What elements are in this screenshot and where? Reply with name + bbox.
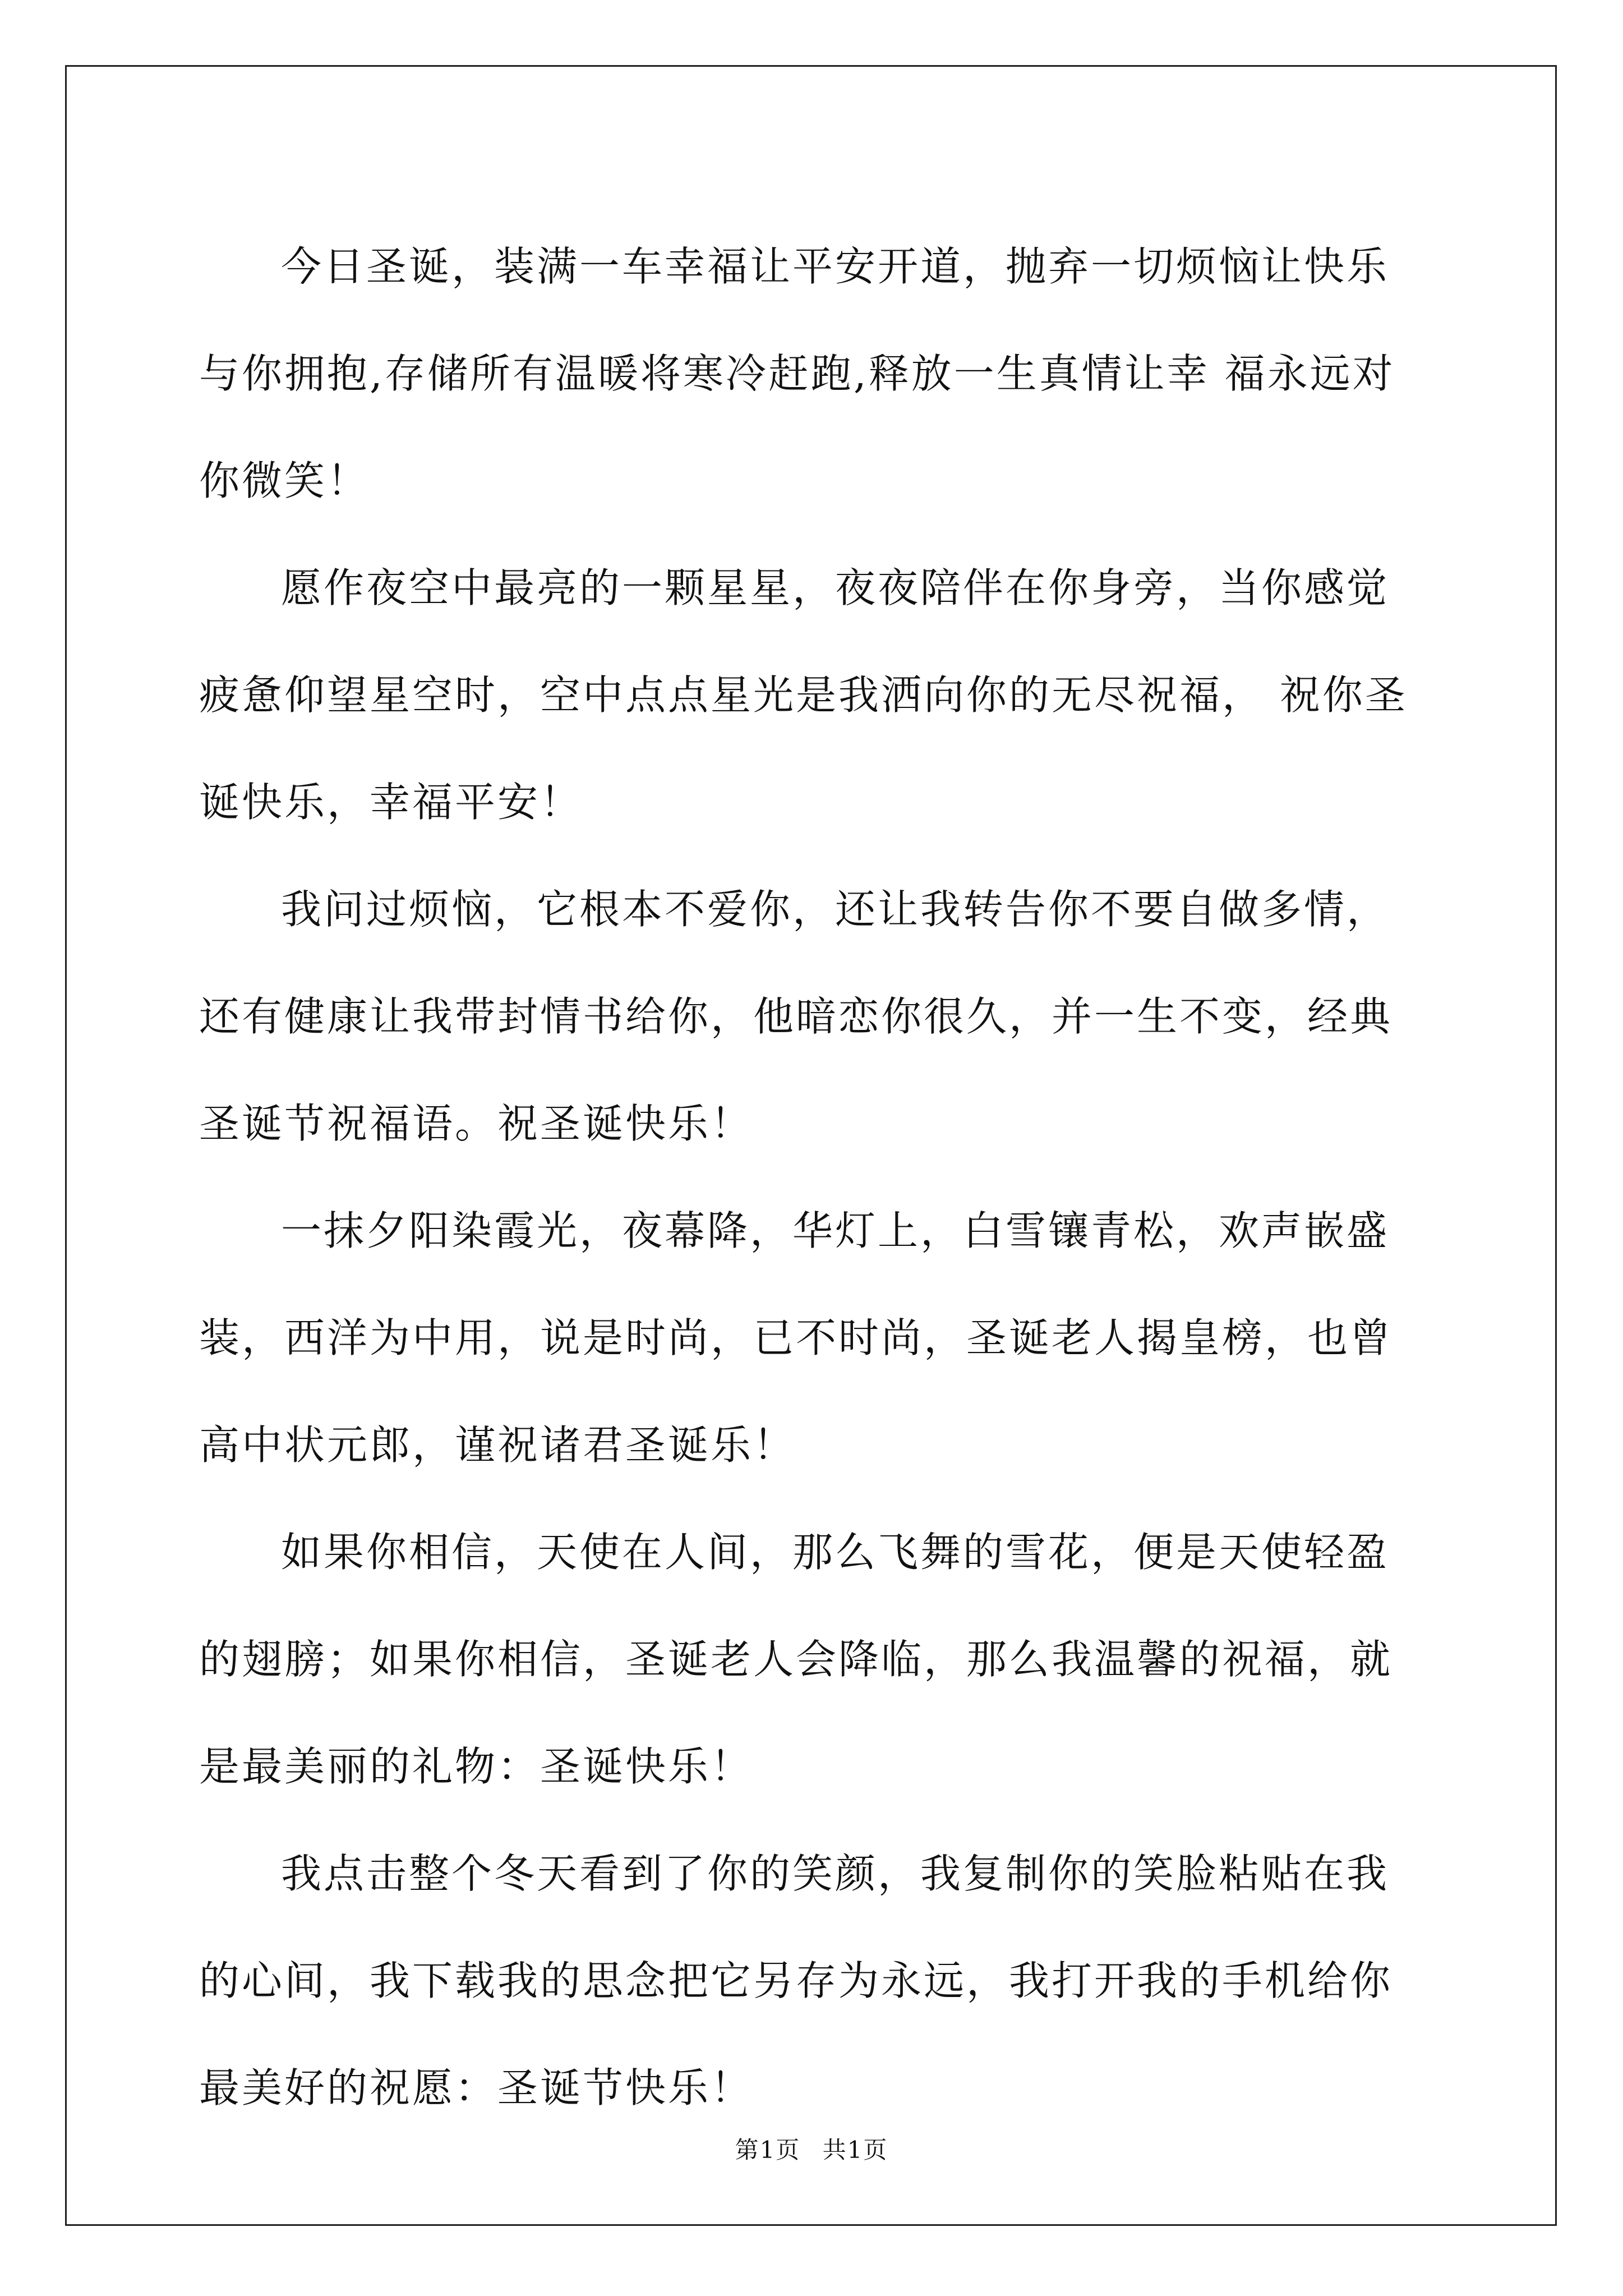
paragraph-4: 一抹夕阳染霞光，夜幕降，华灯上，白雪镶青松，欢声嵌盛装，西洋为中用，说是时尚，已不时尚，圣诞老人揭皇榜，也曾高中状元郎，谨祝诸君圣诞乐！: [199, 1207, 1393, 1469]
paragraph-6: 我点击整个冬天看到了你的笑颜，我复制你的笑脸粘贴在我的心间，我下载我的思念把它另存为永远，我打开我的手机给你最美好的祝愿：圣诞节快乐！: [199, 1850, 1393, 2111]
paragraph-5: 如果你相信，天使在人间，那么飞舞的雪花，便是天使轻盈的翅膀；如果你相信，圣诞老人会降临，那么我温馨的祝福，就是最美丽的礼物：圣诞快乐！: [199, 1529, 1393, 1790]
page-total: 共1页: [822, 2136, 888, 2164]
document-body: [199, 213, 1427, 2142]
paragraph-3: 我问过烦恼，它根本不爱你，还让我转告你不要自做多情，还有健康让我带封情书给你，他暗恋你很久，并一生不变，经典圣诞节祝福语。祝圣诞快乐！: [199, 886, 1393, 1147]
paragraph-2: 愿作夜空中最亮的一颗星星，夜夜陪伴在你身旁，当你感觉疲惫仰望星空时，空中点点星光是我洒向你的无尽祝福， 祝你圣诞快乐，幸福平安！: [199, 564, 1408, 826]
page-footer: [0, 2132, 1623, 2165]
paragraph-1: 今日圣诞，装满一车幸福让平安开道，抛弃一切烦恼让快乐与你拥抱,存储所有温暖将寒冷赶跑,释放一生真情让幸 福永远对你微笑！: [199, 243, 1395, 504]
page-number: 第1页: [735, 2136, 801, 2164]
